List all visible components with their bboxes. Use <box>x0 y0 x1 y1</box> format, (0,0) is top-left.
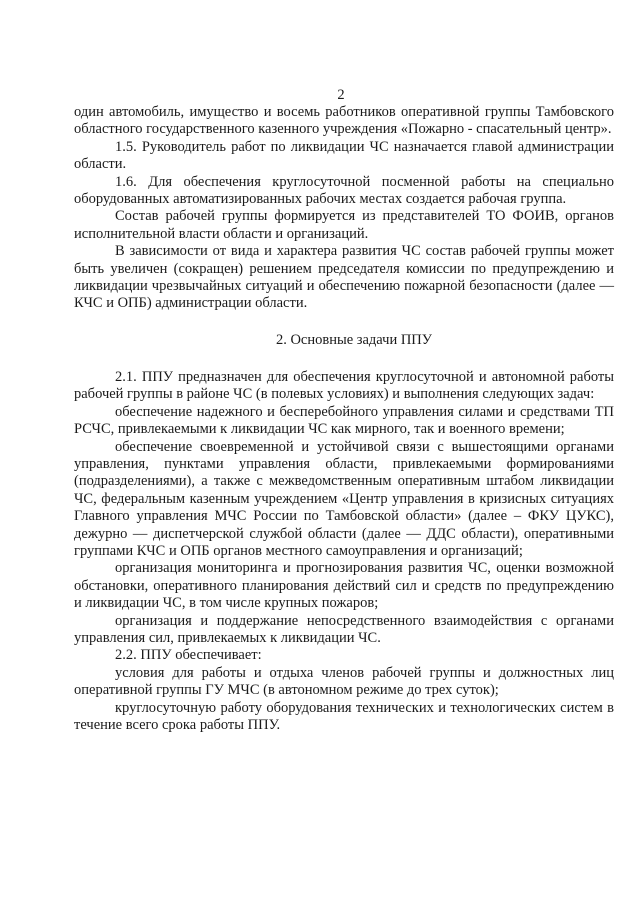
paragraph: Состав рабочей группы формируется из представителей ТО ФОИВ, органов исполнительной власти области и организаций. <box>74 208 614 242</box>
paragraph: обеспечение надежного и бесперебойного управления силами и средствами ТП РСЧС, привлекаемыми к ликвидации ЧС как мирного, так и военного времени; <box>74 403 614 438</box>
paragraph: 2.1. ППУ предназначен для обеспечения круглосуточной и автономной работы рабочей группы в районе ЧС (в полевых условиях) и выполнения следующих задач: <box>74 368 614 403</box>
paragraph: организация и поддержание непосредственного взаимодействия с органами управления сил, привлекаемых к ликвидации ЧС. <box>74 612 614 646</box>
section-heading: 2. Основные задачи ППУ <box>275 331 433 348</box>
paragraph: В зависимости от вида и характера развития ЧС состав рабочей группы может быть увеличен (сокращен) решением председателя комиссии по предупреждению и ликвидации чрезвычайных ситуаций и обеспечению пожарной безопасности (далее — КЧС и ОПБ) администрации области. <box>74 243 614 312</box>
paragraph: 2.2. ППУ обеспечивает: <box>115 647 262 664</box>
paragraph: обеспечение своевременной и устойчивой связи с вышестоящими органами управления, пунктами управления области, привлекаемыми формированиями (подразделениями), а также с межведомственным оперативным штабом ликвидации ЧС, федеральным казенным учреждением «Центр управления в кризисных ситуациях Главного управления МЧС России по Тамбовской области» (далее – ФКУ ЦУКС), дежурно — диспетчерской службой области (далее — ДДС области), оперативными группами КЧС и ОПБ органов местного самоуправления и организаций; <box>74 438 614 559</box>
document-page <box>74 86 614 734</box>
paragraph: один автомобиль, имущество и восемь работников оперативной группы Тамбовского областного государственного казенного учреждения «Пожарно - спасательный центр». <box>74 104 614 138</box>
paragraph: условия для работы и отдыха членов рабочей группы и должностных лиц оперативной группы ГУ МЧС (в автономном режиме до трех суток); <box>74 664 614 699</box>
spacer <box>74 349 614 369</box>
paragraph: организация мониторинга и прогнозирования развития ЧС, оценки возможной обстановки, оперативного планирования действий сил и средств по предупреждению и ликвидации ЧС, в том числе крупных пожаров; <box>74 560 614 612</box>
paragraph: 1.5. Руководитель работ по ликвидации ЧС назначается главой администрации области. <box>74 138 614 173</box>
paragraph: 1.6. Для обеспечения круглосуточной посменной работы на специально оборудованных автоматизированных рабочих местах создается рабочая группа. <box>74 173 614 208</box>
spacer <box>74 313 614 331</box>
paragraph: круглосуточную работу оборудования технических и технологических систем в течение всего срока работы ППУ. <box>74 699 614 733</box>
page-number: 2 <box>337 87 345 103</box>
